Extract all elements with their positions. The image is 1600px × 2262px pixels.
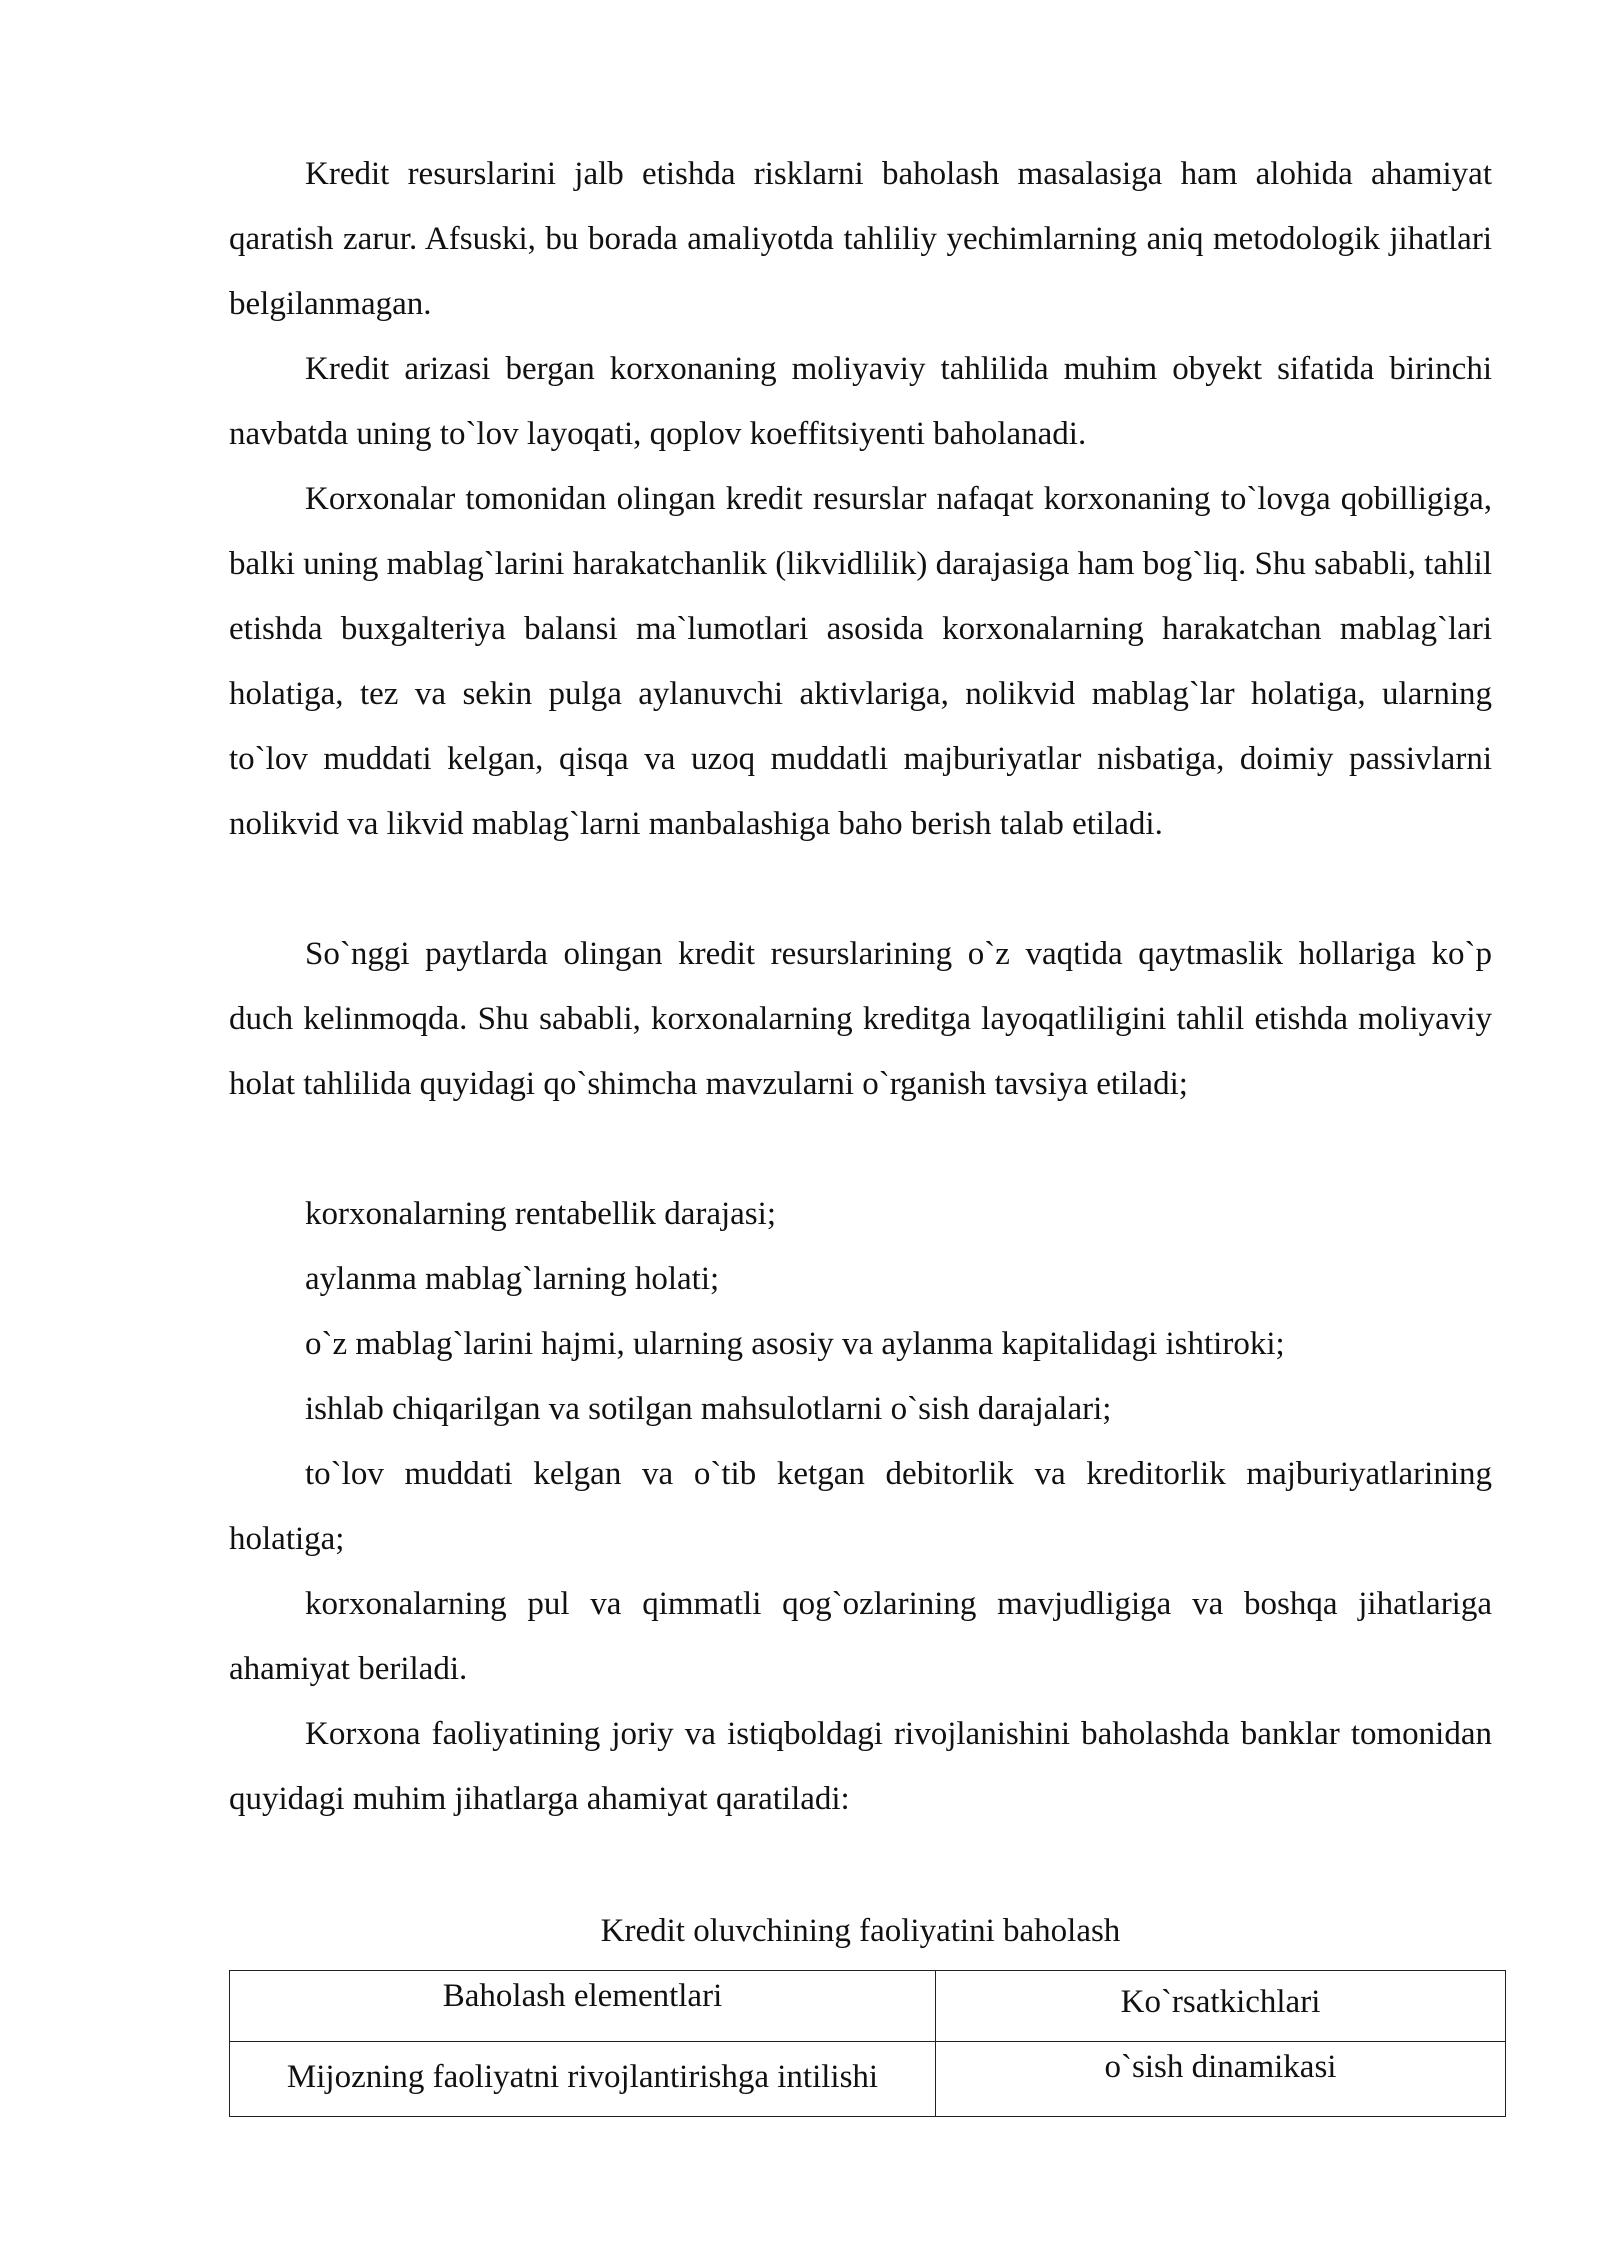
table-header-cell: Baholash elementlari — [230, 1971, 936, 2042]
table-row — [230, 2042, 1506, 2117]
list-item: aylanma mablag`larning holati; — [305, 1261, 720, 1297]
table-header-row — [230, 1971, 1506, 2042]
list-item: to`lov muddati kelgan va o`tib ketgan debitorlik va kreditorlik majburiyatlarining holatiga; — [229, 1456, 1492, 1557]
list-item: korxonalarning pul va qimmatli qog`ozlarining mavjudligiga va boshqa jihatlariga ahamiyat beriladi. — [229, 1586, 1492, 1687]
list-item: o`z mablag`larini hajmi, ularning asosiy va aylanma kapitalidagi ishtiroki; — [305, 1326, 1285, 1362]
table-caption: Kredit oluvchining faoliyatini baholash — [600, 1913, 1121, 1949]
evaluation-table — [229, 1970, 1506, 2117]
paragraph-bank-evaluation: Korxona faoliyatining joriy va istiqboldagi rivojlanishini baholashda banklar tomonidan quyidagi muhim jihatlarga ahamiyat qaratiladi: — [229, 1716, 1492, 1817]
table-cell: o`sish dinamikasi — [936, 2042, 1506, 2117]
paragraph-credit-application: Kredit arizasi bergan korxonaning moliyaviy tahlilida muhim obyekt sifatida birinchi navbatda uning to`lov layoqati, qoplov koeffitsiyenti baholanadi. — [229, 351, 1492, 452]
list-item: ishlab chiqarilgan va sotilgan mahsulotlarni o`sish darajalari; — [305, 1391, 1112, 1427]
list-item: korxonalarning rentabellik darajasi; — [305, 1196, 776, 1232]
paragraph-liquidity: Korxonalar tomonidan olingan kredit resurslar nafaqat korxonaning to`lovga qobilligiga, balki uning mablag`larini harakatchanlik (likvidlilik) darajasiga ham bog`liq. Shu sababli, tahlil etishda buxgalteriya balansi ma`lumotlari asosida korxonalarning harakatchan mablag`lari holatiga, tez va sekin pulga aylanuvchi aktivlariga, nolikvid mablag`lar holatiga, ularning to`lov muddati kelgan, qisqa va uzoq muddatli majburiyatlar nisbatiga, doimiy passivlarni nolikvid va likvid mablag`larni manbalashiga baho berish talab etiladi. — [229, 481, 1492, 842]
paragraph-risk-assessment: Kredit resurslarini jalb etishda risklarni baholash masalasiga ham alohida ahamiyat qaratish zarur. Afsuski, bu borada amaliyotda tahliliy yechimlarning aniq metodologik jihatlari belgilanmagan. — [229, 156, 1492, 322]
table-cell: Mijozning faoliyatni rivojlantirishga intilishi — [230, 2042, 936, 2117]
paragraph-recent-defaults: So`nggi paytlarda olingan kredit resurslarining o`z vaqtida qaytmaslik hollariga ko`p duch kelinmoqda. Shu sababli, korxonalarning kreditga layoqatliligini tahlil etishda moliyaviy holat tahlilida quyidagi qo`shimcha mavzularni o`rganish tavsiya etiladi; — [229, 936, 1492, 1102]
table-header-cell: Ko`rsatkichlari — [936, 1971, 1506, 2042]
